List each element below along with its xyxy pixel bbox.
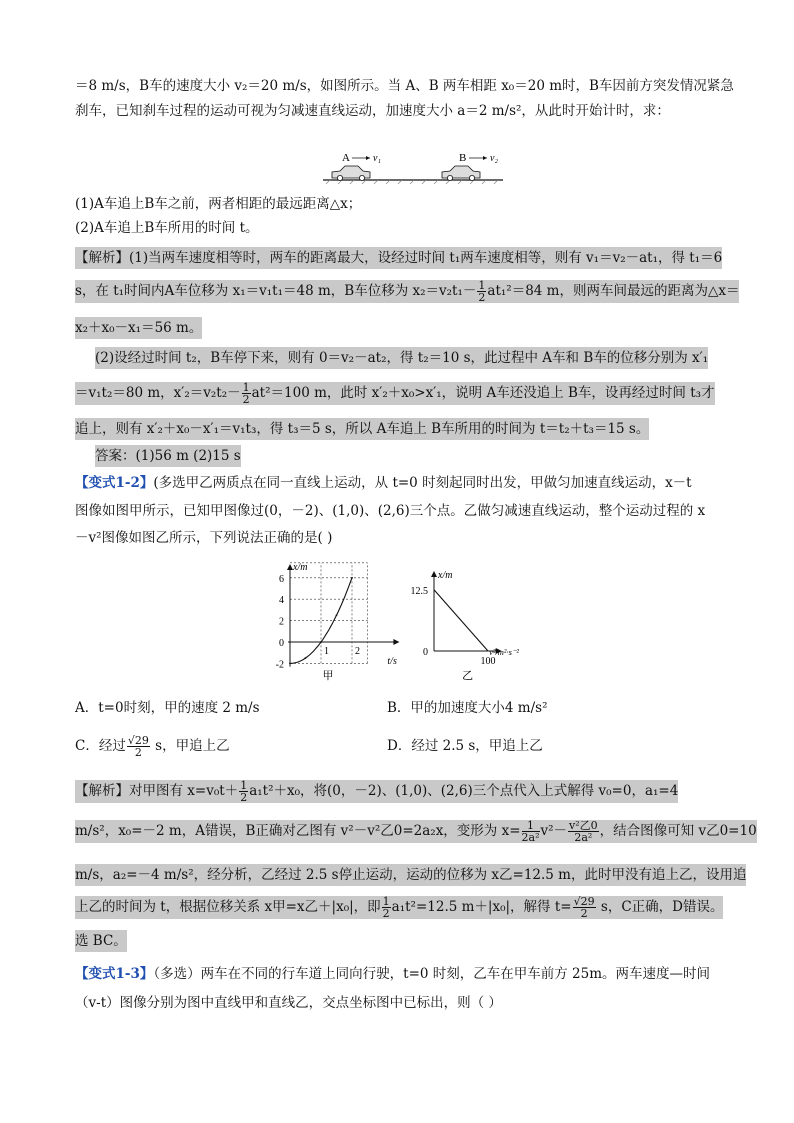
solution-text: s，C正确，D错误。 [596,899,724,915]
solution-line [75,382,715,405]
data-point [351,577,353,579]
solution-text: 【解析】对甲图有 x=v₀t＋ [75,783,239,799]
data-point [289,663,291,665]
option-text: s，甲追上乙 [150,738,230,754]
solution-text: m/s²，x₀=－2 m，A错误，B正确对乙图有 v²－v²乙0=2a₂x，变形为 x= [75,823,521,839]
fraction-den: 2 [242,393,250,406]
solution-text: v²－ [540,823,568,839]
solution-line: 【解析】(1)当两车速度相等时，两车的距离最大，设经过时间 t₁两车速度相等，则有 v₁＝v₂－at₁，得 t₁＝6 [75,247,722,269]
text-line: 图像如图甲所示，已知甲图像过(0，－2)、(1,0)、(2,6)三个点。乙做匀减速直线运动，整个运动过程的 x [75,503,706,519]
car-a [332,166,370,181]
chart-caption: 乙 [462,670,474,682]
question-1: (1)A车追上B车之前，两者相距的最远距离△x； [75,196,362,212]
fraction [568,820,599,843]
solution-text: 上乙的时间为 t，根据位移关系 x甲=x乙＋|x₀|，即 [75,899,381,915]
fraction-den: 2 [478,291,486,304]
fraction-num: v²乙0 [569,819,598,832]
variant-tag: 【变式1-3】 [75,966,154,982]
fraction-num: √29 [573,895,595,908]
fraction-den: 2 [134,746,142,759]
fraction [382,896,391,919]
solution-line [75,780,678,803]
fraction-num: 1 [382,895,390,908]
car-b [442,166,480,181]
x-axis-label: v²/m²·s⁻² [489,647,519,657]
x-tick-label: 1 [324,646,329,657]
x-tick-label: 2 [355,646,360,657]
v2-label: v₂ [490,153,498,164]
y-axis-label: x/m [438,570,453,581]
variant-text: （多选）两车在不同的行车道上同向行驶，t=0 时刻，乙车在甲车前方 25m。两车速度—时间 [153,966,711,982]
option-a: A．t=0时刻，甲的速度 2 m/s [75,700,260,716]
data-point [336,614,338,616]
fraction [522,820,540,843]
car-b-label: B [459,152,467,164]
solution-line: 追上，则有 x′₂＋x₀－x′₁＝v₁t₃，得 t₃＝5 s，所以 A车追上 B车所用的时间为 t＝t₂＋t₃＝15 s。 [75,418,649,440]
car-figure [318,150,508,185]
fraction-den: 2a² [521,831,540,844]
solution-line: 选 BC。 [75,930,127,952]
option-b: B．甲的加速度大小4 m/s² [387,700,548,716]
solution-text: at²＝100 m，此时 x′₂＋x₀>x′₁，说明 A车还没追上 B车，设再经过时间 t₃才 [251,385,715,401]
y-tick-label: 6 [279,573,284,585]
x-tick-label: 0 [423,647,428,658]
question-2: (2)A车追上B车所用的时间 t。 [75,220,259,236]
solution-text: at₁²＝84 m，则两车间最远的距离为△x＝ [487,283,740,299]
variant-1-3 [75,963,710,985]
fraction-num: √29 [127,734,149,747]
y-axis-label: x/m [293,562,308,573]
text-line: （v-t）图像分别为图中直线甲和直线乙，交点坐标图中已标出，则（ ） [75,995,502,1011]
y-axis-arrow [431,571,437,577]
solution-text: ＝v₁t₂＝80 m，x′₂＝v₂t₂－ [75,385,241,401]
fraction [477,280,486,303]
fraction [242,382,251,405]
solution-line: (2)设经过时间 t₂，B车停下来，则有 0＝v₂－at₂，得 t₂＝10 s，此过程中 A车和 B车的位移分别为 x′₁ [95,347,708,369]
solution-line [75,896,723,919]
option-c [75,735,230,758]
fraction-den: 2 [240,791,248,804]
variant-1-2 [75,472,692,494]
solution-line: m/s，a₂=－4 m/s²，经分析，乙经过 2.5 s停止运动，运动的位移为 x乙=12.5 m，此时甲没有追上乙，设用追 [75,864,746,886]
data-point [305,657,307,659]
solution-line [75,280,739,303]
x-axis-arrow [393,639,399,645]
car-a-label: A [342,152,350,164]
option-d: D．经过 2.5 s，甲追上乙 [387,738,543,754]
v1-label: v₁ [373,153,381,164]
graph-yi [400,565,570,683]
text-line: －v²图像如图乙所示，下列说法正确的是( ) [75,530,333,546]
option-text: C．经过 [75,738,126,754]
solution-line [75,820,757,843]
x-axis-label: t/s [387,656,397,667]
fraction [127,735,150,758]
fraction-den: 2a² [574,831,593,844]
fraction-num: 1 [522,820,540,832]
x-tick-label: 100 [480,656,496,667]
y-tick-label: 4 [279,595,284,607]
chart-caption: 甲 [322,670,334,682]
y-tick-label: 0 [279,638,284,649]
y-tick-label: -2 [275,659,284,671]
fraction-num: 1 [242,381,250,394]
solution-line: x₂＋x₀－x₁＝56 m。 [75,317,202,339]
y-tick-label: 2 [279,616,284,628]
solution-text: ，结合图像可知 v乙0=10 [599,823,757,839]
variant-text: (多选甲乙两质点在同一直线上运动，从 t=0 时刻起同时出发，甲做匀加速直线运动，x－t [153,475,692,491]
y-tick-label: 12.5 [410,585,428,597]
variant-tag: 【变式1-2】 [75,475,154,491]
answer-line: 答案：(1)56 m (2)15 s [95,445,241,467]
fraction-den: 2 [382,907,390,920]
graph-jia [268,558,408,683]
text-line: 刹车，已知刹车过程的运动可视为匀减速直线运动，加速度大小 a＝2 m/s²，从此时开始计时，求： [75,103,670,119]
series-line [434,590,488,651]
fraction-num: 1 [240,779,248,792]
solution-text: a₁t²＋x₀，将(0，－2)、(1,0)、(2,6)三个点代入上式解得 v₀=0，a₁=4 [249,783,679,799]
fraction [239,780,248,803]
solution-text: a₁t²=12.5 m＋|x₀|，解得 t= [391,899,572,915]
text-line: ＝8 m/s，B车的速度大小 v₂＝20 m/s，如图所示。当 A、B 两车相距 x₀＝20 m时，B车因前方突发情况紧急 [75,78,734,94]
fraction-den: 2 [580,907,588,920]
data-point [320,641,322,643]
fraction [573,896,596,919]
solution-text: s，在 t₁时间内A车位移为 x₁＝v₁t₁＝48 m，B车位移为 x₂＝v₂t₁－ [75,283,477,299]
fraction-num: 1 [478,279,486,292]
